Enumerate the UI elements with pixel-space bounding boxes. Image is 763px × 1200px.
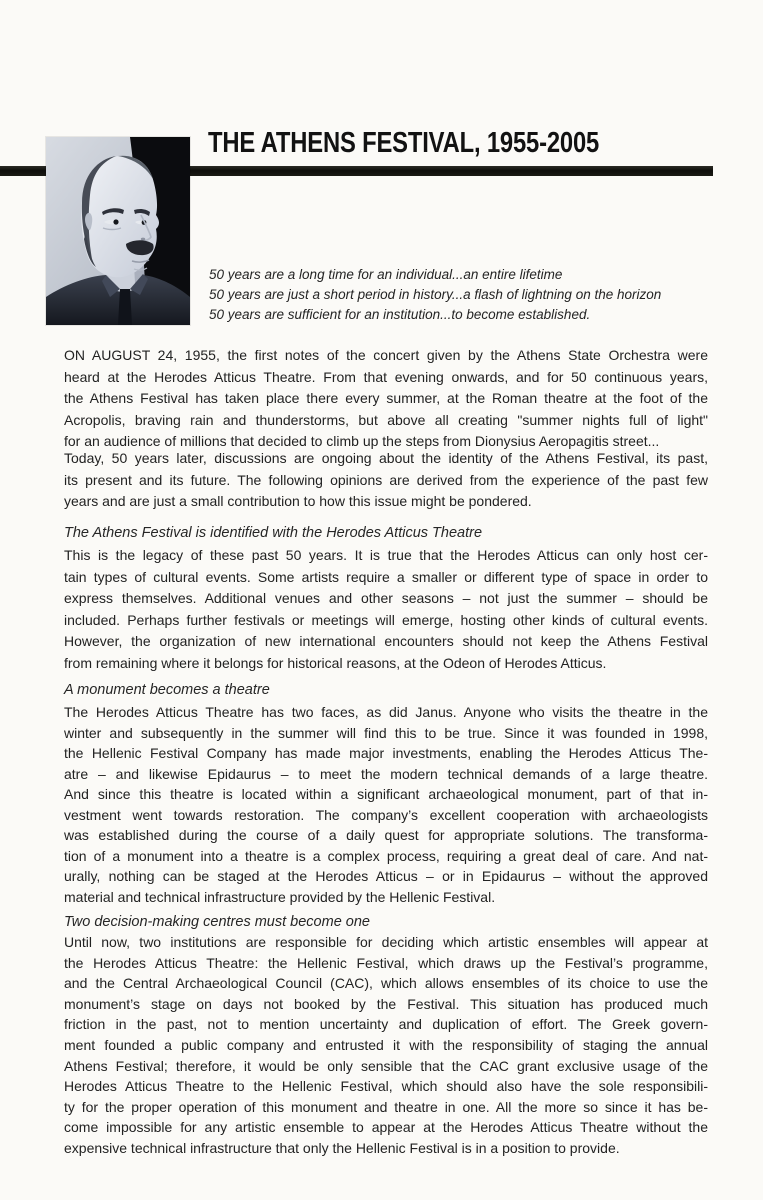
- text-line: included. Perhaps further festivals or meetings will emerge, hosting other kinds of cultural events.: [64, 611, 708, 628]
- text-line: and the Central Archaeological Council (CAC), which allows ensembles of its choice to use the: [64, 975, 708, 992]
- text-line: the Hellenic Festival Company has made major investments, enabling the Herodes Atticus The-: [64, 745, 708, 761]
- epigraph: [209, 265, 661, 325]
- text-line: 50 years are sufficient for an institution...to become established.: [209, 307, 591, 322]
- text-line: was established during the course of a daily quest for appropriate solutions. The transforma-: [64, 827, 708, 843]
- section-heading-centres: Two decision-making centres must become one: [64, 914, 370, 930]
- text-line: However, the organization of new international encounters should not keep the Athens Festival: [64, 633, 708, 649]
- text-line: vestment went towards restoration. The company’s excellent cooperation with archaeologists: [64, 806, 708, 823]
- text-line: the Herodes Atticus Theatre: the Hellenic Festival, which draws up the Festival’s programme,: [64, 954, 708, 971]
- text-line: ty for the proper operation of this monument and theatre in one. All the more so since it has be-: [64, 1098, 708, 1115]
- text-line: The Herodes Atticus Theatre has two faces, as did Janus. Anyone who visits the theatre in the: [64, 704, 708, 720]
- text-line: tion of a monument into a theatre is a complex process, requiring a great deal of care. And nat-: [64, 847, 708, 864]
- text-line: the Athens Festival has taken place there every summer, at the Roman theatre at the foot of the: [64, 390, 708, 406]
- text-line: friction in the past, not to mention uncertainty and duplication of effort. The Greek govern-: [64, 1016, 708, 1033]
- text-line: 50 years are just a short period in history...a flash of lightning on the horizon: [209, 287, 662, 302]
- paragraph-legacy: [64, 545, 708, 674]
- paragraph-janus: [64, 702, 708, 907]
- text-line: express themselves. Additional venues and other seasons – not just the summer – should be: [64, 590, 708, 606]
- text-line: winter and subsequently in the summer will find this to be true. Since it was founded in 1998,: [64, 724, 708, 741]
- text-line: Athens Festival; therefore, it would be only sensible that the CAC grant exclusive usage of the: [64, 1057, 708, 1074]
- text-line: monument’s stage on days not booked by the Festival. This situation has produced much: [64, 995, 708, 1012]
- text-line: tain types of cultural events. Some artists require a smaller or different type of space in order to: [64, 568, 708, 585]
- text-line: 50 years are a long time for an individual...an entire lifetime: [209, 267, 563, 282]
- text-line: Until now, two institutions are responsible for deciding which artistic ensembles will appear at: [64, 934, 708, 950]
- section-heading-monument: A monument becomes a theatre: [64, 682, 270, 698]
- text-line: its present and its future. The following opinions are derived from the experience of the past few: [64, 471, 708, 488]
- text-line: Acropolis, braving rain and thunderstorms, but above all creating "summer nights full of light": [64, 411, 708, 428]
- text-line: ment founded a public company and entrusted it with the responsibility of staging the annual: [64, 1036, 708, 1053]
- text-line: This is the legacy of these past 50 years. It is true that the Herodes Atticus can only host cer-: [64, 547, 708, 563]
- text-line: atre – and likewise Epidaurus – to meet the modern technical demands of a large theatre.: [64, 765, 708, 782]
- portrait-illustration: [46, 137, 190, 325]
- text-line: material and technical infrastructure provided by the Hellenic Festival.: [64, 888, 496, 905]
- text-line: from remaining where it belongs for historical reasons, at the Odeon of Herodes Atticus.: [64, 654, 607, 671]
- text-line: heard at the Herodes Atticus Theatre. From that evening onwards, and for 50 continuous years,: [64, 368, 708, 385]
- text-line: urally, nothing can be staged at the Herodes Atticus – or in Epidaurus – without the approved: [64, 868, 708, 884]
- page-title: THE ATHENS FESTIVAL, 1955-2005: [208, 127, 600, 159]
- paragraph-today: [64, 448, 708, 513]
- text-line: Today, 50 years later, discussions are ongoing about the identity of the Athens Festival, its past,: [64, 450, 708, 466]
- text-line: expensive technical infrastructure that only the Hellenic Festival is in a position to provide.: [64, 1139, 620, 1156]
- text-line: years and are just a small contribution to how this issue might be pondered.: [64, 493, 532, 509]
- section-heading-identified: The Athens Festival is identified with the Herodes Atticus Theatre: [64, 525, 483, 541]
- paragraph-intro: [64, 345, 708, 453]
- text-line: And since this theatre is located within a significant archaeological monument, part of that in-: [64, 786, 708, 802]
- text-line: come impossible for any artistic ensemble to appear at the Herodes Atticus Theatre without the: [64, 1119, 708, 1136]
- text-line: ON AUGUST 24, 1955, the first notes of the concert given by the Athens State Orchestra were: [64, 347, 708, 363]
- paragraph-institutions: [64, 932, 708, 1159]
- text-line: Herodes Atticus Theatre to the Hellenic Festival, which should also have the sole responsibili-: [64, 1078, 708, 1095]
- text-line: for an audience of millions that decided to climb up the steps from Dionysius Aeropagitis street...: [64, 433, 660, 449]
- man-portrait-photo: [46, 137, 190, 325]
